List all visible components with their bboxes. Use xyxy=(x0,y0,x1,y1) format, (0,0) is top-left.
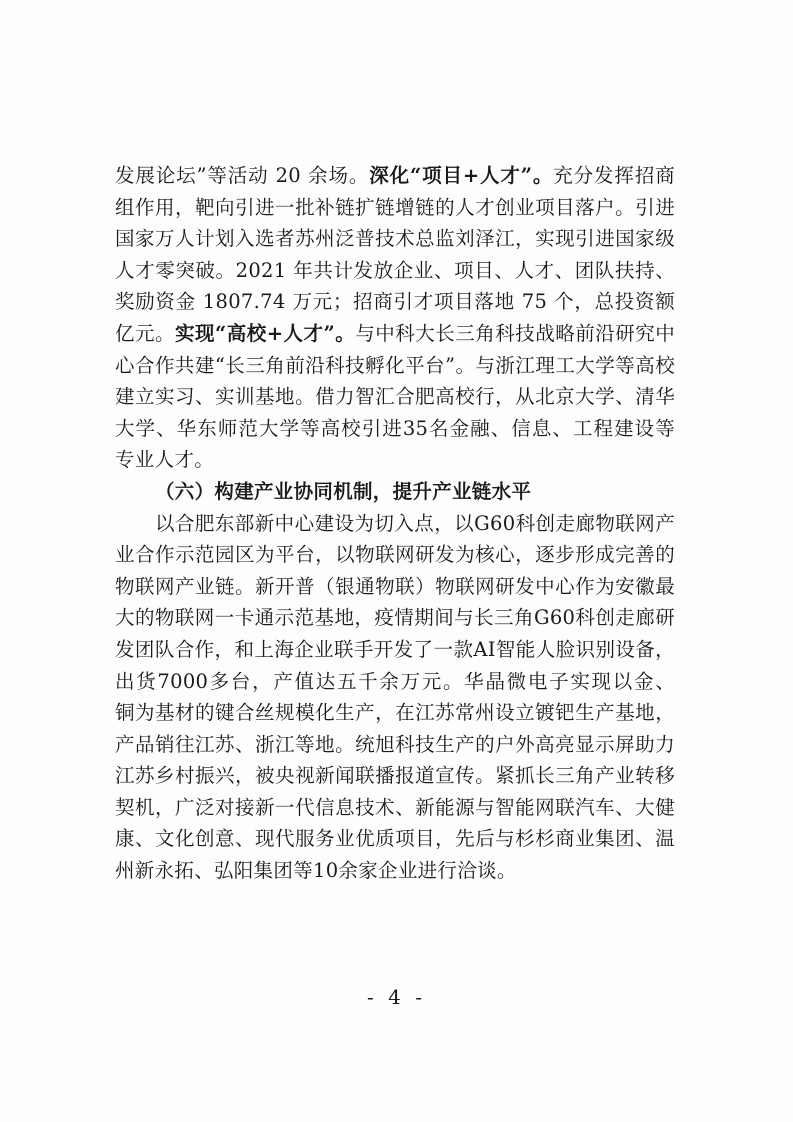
bold-phrase: 实现“高校+人才”。 xyxy=(175,321,356,345)
text-line: 组作用，靶向引进一批补链扩链增链的人才创业项目落户。引进 xyxy=(115,195,675,219)
bold-phrase: 深化“项目+人才”。 xyxy=(369,164,554,187)
text-line: 人才零突破。2021 年共计发放企业、项目、人才、团队扶持、 xyxy=(115,258,675,282)
text-line: 大学、华东师范大学等高校引进35名金融、信息、工程建设等 xyxy=(115,416,675,440)
text-line: 康、文化创意、现代服务业优质项目，先后与杉杉商业集团、温 xyxy=(115,827,675,851)
text-line: 心合作共建“长三角前沿科技孵化平台”。与浙江理工大学等高校 xyxy=(115,353,675,377)
text-line: 奖励资金 1807.74 万元；招商引才项目落地 75 个，总投资额 xyxy=(115,290,675,314)
text-line xyxy=(115,160,675,192)
text-line: 物联网产业链。新开普（银通物联）物联网研发中心作为安徽最 xyxy=(115,574,675,598)
text-line: 大的物联网一卡通示范基地，疫情期间与长三角G60科创走廊研 xyxy=(115,606,675,630)
text-line: 以合肥东部新中心建设为切入点，以G60科创走廊物联网产 xyxy=(155,511,675,535)
text-segment: 发展论坛”等活动 20 余场。 xyxy=(115,164,370,187)
text-segment: 亿元。 xyxy=(115,321,175,345)
text-line: 发团队合作，和上海企业联手开发了一款AI智能人脸识别设备， xyxy=(115,637,675,661)
body-text xyxy=(115,160,675,887)
text-line: 建立实习、实训基地。借力智汇合肥高校行，从北京大学、清华 xyxy=(115,385,675,409)
page-number: - 4 - xyxy=(367,985,426,1009)
text-line xyxy=(115,318,675,350)
text-line: 专业人才。 xyxy=(115,448,215,472)
text-line: 业合作示范园区为平台，以物联网研发为核心，逐步形成完善的 xyxy=(115,543,675,567)
text-segment: 与中科大长三角科技战略前沿研究中 xyxy=(355,321,675,345)
text-line: 州新永拓、弘阳集团等10余家企业进行洽谈。 xyxy=(115,859,517,883)
paragraph-talent xyxy=(115,160,675,476)
text-line: 产品销往江苏、浙江等地。统旭科技生产的户外高亮显示屏助力 xyxy=(115,732,675,756)
section-heading: （六）构建产业协同机制，提升产业链水平 xyxy=(155,479,532,503)
text-line: 契机，广泛对接新一代信息技术、新能源与智能网联汽车、大健 xyxy=(115,795,675,819)
text-line: 国家万人计划入选者苏州泛普技术总监刘泽江，实现引进国家级 xyxy=(115,227,675,251)
text-segment: 充分发挥招商 xyxy=(553,164,675,187)
paragraph-industry-chain xyxy=(115,508,675,887)
text-line: 出货7000多台，产值达五千余万元。华晶微电子实现以金、 xyxy=(115,669,675,693)
text-line: 铜为基材的键合丝规模化生产，在江苏常州设立镀钯生产基地， xyxy=(115,701,675,725)
text-line: 江苏乡村振兴，被央视新闻联播报道宣传。紧抓长三角产业转移 xyxy=(115,764,675,788)
